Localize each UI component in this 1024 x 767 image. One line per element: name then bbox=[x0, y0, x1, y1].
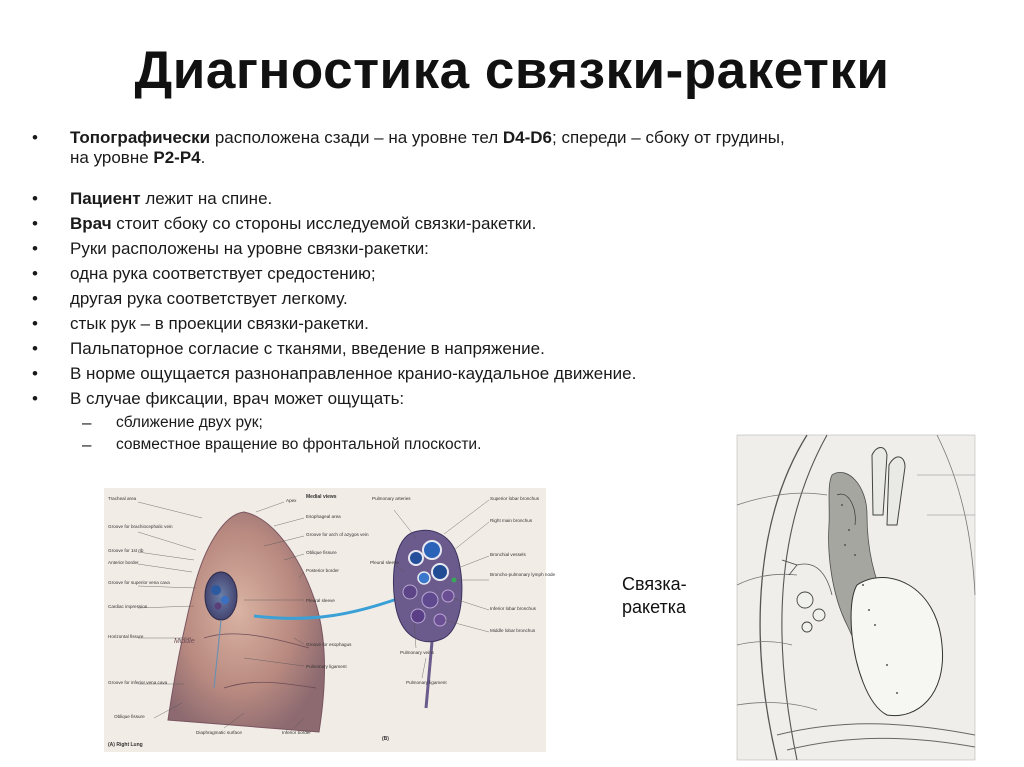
bullet-fixation: • В случае фиксации, врач может ощущать: bbox=[32, 389, 992, 409]
label-esophageal-area: Esophageal area bbox=[306, 514, 341, 519]
sub-bullet-rotation: – совместное вращение во фронтальной плоскости. bbox=[32, 436, 992, 454]
bullet-normal: • В норме ощущается разнонаправленное кранио-каудальное движение. bbox=[32, 364, 992, 384]
bullet-junction: • стык рук – в проекции связки-ракетки. bbox=[32, 314, 992, 334]
lung-medial-illustration bbox=[104, 488, 556, 752]
label-diaphragmatic-surface: Diaphragmatic surface bbox=[196, 730, 242, 735]
bullet-palpation: • Пальпаторное согласие с тканями, введение в напряжение. bbox=[32, 339, 992, 359]
label-posterior-border: Posterior border bbox=[306, 568, 339, 573]
hilum-shape bbox=[205, 572, 237, 620]
bullet-hand-two: • другая рука соответствует легкому. bbox=[32, 289, 992, 309]
bullet-list bbox=[32, 128, 992, 458]
bullet-doctor: • Врач стоит сбоку со стороны исследуемой связки-ракетки. bbox=[32, 214, 992, 234]
bullet-hand-one: • одна рука соответствует средостению; bbox=[32, 264, 992, 284]
bullet-spacer bbox=[32, 173, 992, 189]
caption-line-2: ракетка bbox=[622, 597, 687, 617]
bullet-hands: • Руки расположены на уровне связки-ракетки: bbox=[32, 239, 992, 259]
page-title: Диагностика связки-ракетки bbox=[134, 41, 890, 100]
label-cardiac-impression: Cardiac impression bbox=[108, 604, 148, 609]
label-anterior-border: Anterior border bbox=[108, 560, 139, 565]
sub-bullet-approach: – сближение двух рук; bbox=[32, 414, 992, 432]
label-pulmonary-arteries: Pulmonary arteries bbox=[372, 496, 411, 501]
label-1st-rib: Groove for 1st rib bbox=[108, 548, 144, 553]
label-apex: Apex bbox=[286, 498, 297, 503]
label-pulmonary-ligament-mid: Pulmonary ligament bbox=[306, 664, 347, 669]
label-lymph-node: Broncho-pulmonary lymph node bbox=[490, 572, 556, 577]
label-superior-lobar-bronchus: Superior lobar bronchus bbox=[490, 496, 540, 501]
bullet-topography: • Топографически расположена сзади – на уровне тел D4-D6; спереди – сбоку от грудины, на уровне Р2-Р4. bbox=[32, 128, 992, 168]
label-inferior-border: Inferior border bbox=[282, 730, 311, 735]
label-inferior-lobar-bronchus: Inferior lobar bronchus bbox=[490, 606, 536, 611]
label-inferior-vena-cava: Groove for inferior vena cava bbox=[108, 680, 168, 685]
label-groove-esophagus: Groove for esophagus bbox=[306, 642, 352, 647]
label-right-main-bronchus: Right main bronchus bbox=[490, 518, 533, 523]
racket-ligament-sketch bbox=[737, 435, 975, 760]
label-superior-vena-cava: Groove for superior vena cava bbox=[108, 580, 170, 585]
caption-line-1: Связка- bbox=[622, 574, 687, 594]
label-middle-lobar-bronchus: Middle lobar bronchus bbox=[490, 628, 536, 633]
label-pulmonary-veins: Pulmonary veins bbox=[400, 650, 434, 655]
label-horizontal-fissure: Horizontal fissure bbox=[108, 634, 144, 639]
label-brachiocephalic: Groove for brachiocephalic vein bbox=[108, 524, 173, 529]
label-pleural-sleeve-mid: Pleural sleeve bbox=[306, 598, 335, 603]
panel-b-label: (B) bbox=[382, 736, 389, 742]
label-tracheal-area: Tracheal area bbox=[108, 496, 137, 501]
panel-a-label: (A) Right Lung bbox=[108, 742, 143, 748]
lung-lobe-label: Middle bbox=[174, 638, 195, 645]
label-azygos-arch: Groove for arch of azygos vein bbox=[306, 532, 369, 537]
bullet-patient: • Пациент лежит на спине. bbox=[32, 189, 992, 209]
label-oblique-fissure-left: Oblique fissure bbox=[114, 714, 145, 719]
label-pleural-sleeve-right: Pleural sleeve bbox=[370, 560, 399, 565]
label-oblique-fissure-mid: Oblique fissure bbox=[306, 550, 337, 555]
figure-header: Medial views bbox=[306, 494, 337, 500]
label-pulmonary-ligament-right: Pulmonary ligament bbox=[406, 680, 447, 685]
figure-caption bbox=[622, 573, 732, 619]
label-bronchial-vessels: Bronchial vessels bbox=[490, 552, 526, 557]
